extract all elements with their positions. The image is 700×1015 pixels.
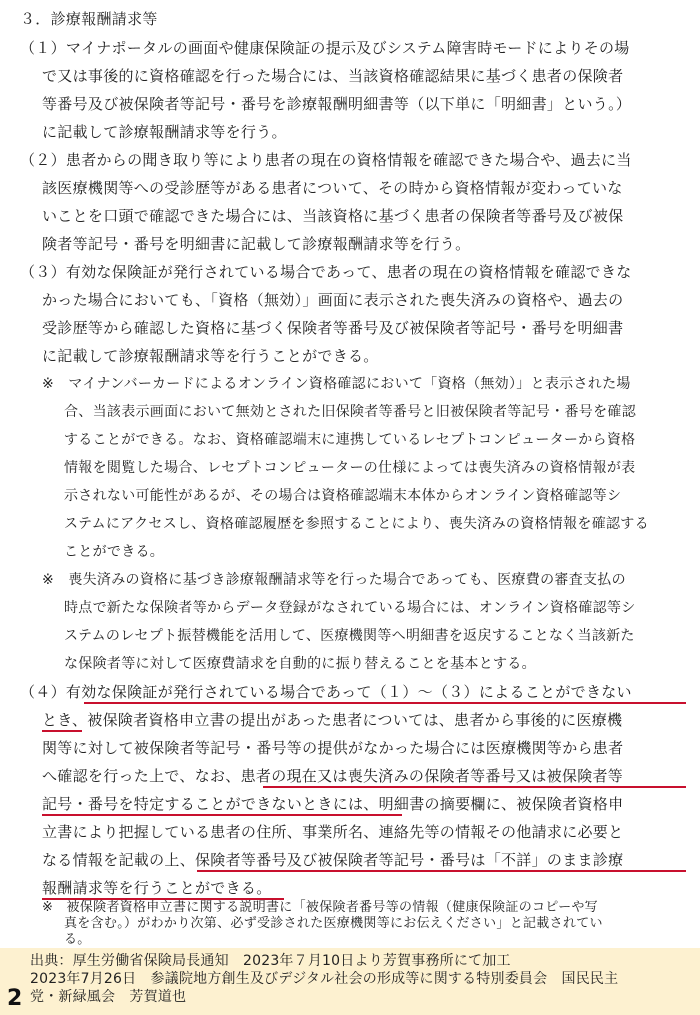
footer-date-line: 2023年7月26日 参議院地方創生及びデジタル社会の形成等に関する特別委員会 国民民主	[30, 971, 619, 987]
footer-party-line: 党・新緑風会 芳賀道也	[30, 989, 187, 1005]
text-line: いことを口頭で確認できた場合には、当該資格に基づく患者の保険者等番号及び被保	[42, 207, 624, 225]
text-line: とき、被保険者資格申立書の提出があった患者については、患者から事後的に医療機	[42, 711, 623, 729]
note-line: 時点で新たな保険者等からデータ登録がなされている場合には、オンライン資格確認等シ	[64, 600, 636, 616]
text-line: （２）患者からの聞き取り等により患者の現在の資格情報を確認できた場合や、過去に当	[20, 151, 632, 169]
text-line: 記号・番号を特定することができないときには、明細書の摘要欄に、被保険者資格申	[42, 795, 624, 813]
note-line: ステムのレセプト振替機能を活用して、医療機関等へ明細書を返戻することなく当該新た	[64, 628, 635, 644]
highlight-underline	[42, 814, 402, 816]
text-line: に記載して診療報酬請求等を行うことができる。	[42, 347, 379, 365]
note-line: 合、当該表示画面において無効とされた旧保険者等番号と旧被保険者等記号・番号を確認	[64, 404, 636, 420]
text-line: （１）マイナポータルの画面や健康保険証の提示及びシステム障害時モードによりその場	[20, 39, 630, 57]
text-line: 受診歴等から確認した資格に基づく保険者等番号及び被保険者等記号・番号を明細書	[42, 319, 624, 337]
note-line: 示されない可能性があるが、その場合は資格確認端末本体からオンライン資格確認等シ	[64, 488, 622, 504]
highlight-underline	[42, 730, 82, 732]
note-line: ※ 喪失済みの資格に基づき診療報酬請求等を行った場合であっても、医療費の審査支払の	[42, 572, 626, 588]
highlight-underline	[84, 702, 686, 704]
note-line: な保険者等に対して医療費請求を自動的に振り替えることを基本とする。	[64, 656, 536, 672]
note-line: ※ 被保険者資格申立書に関する説明書に「被保険者番号等の情報（健康保険証のコピーや写	[42, 900, 598, 915]
text-line: で又は事後的に資格確認を行った場合には、当該資格確認結果に基づく患者の保険者	[42, 67, 624, 85]
text-line: 等番号及び被保険者等記号・番号を診療報酬明細書等（以下単に「明細書」という。）	[42, 95, 632, 113]
text-line: （３）有効な保険証が発行されている場合であって、患者の現在の資格情報を確認できな	[20, 263, 632, 281]
note-line: る。	[64, 932, 91, 947]
text-line: 関等に対して被保険者等記号・番号等の提供がなかった場合には医療機関等から患者	[42, 739, 624, 757]
text-line: 立書により把握している患者の住所、事業所名、連絡先等の情報その他請求に必要と	[42, 823, 624, 841]
text-line: に記載して診療報酬請求等を行う。	[42, 123, 287, 141]
note-line: ことができる。	[64, 544, 165, 560]
text-line: 該医療機関等への受診歴等がある患者について、その時から資格情報が変わっていな	[42, 179, 623, 197]
highlight-underline	[263, 786, 686, 788]
source-footer	[0, 948, 700, 1015]
note-line: 情報を閲覧した場合、レセプトコンピューターの仕様によっては喪失済みの資格情報が表	[64, 460, 636, 476]
highlight-underline	[197, 870, 686, 872]
note-line: することができる。なお、資格確認端末に連携しているレセプトコンピューターから資格	[64, 432, 636, 448]
section-heading: ３．診療報酬請求等	[20, 10, 158, 28]
note-line: ※ マイナンバーカードによるオンライン資格確認において「資格（無効）」と表示された場	[42, 376, 631, 392]
note-line: ステムにアクセスし、資格確認履歴を参照することにより、喪失済みの資格情報を確認する	[64, 516, 649, 532]
text-line: なる情報を記載の上、保険者等番号及び被保険者等記号・番号は「不詳」のまま診療	[42, 851, 624, 869]
note-line: 真を含む。）がわかり次第、必ず受診された医療機関等にお伝えください」と記載されてい	[64, 916, 603, 931]
text-line: 険者等記号・番号を明細書に記載して診療報酬請求等を行う。	[42, 235, 471, 253]
text-line: かった場合においても、「資格（無効）」画面に表示された喪失済みの資格や、過去の	[42, 291, 624, 309]
footer-source-line: 出典：厚生労働省保険局長通知 2023年７月10日より芳賀事務所にて加工	[30, 953, 511, 969]
text-line: 報酬請求等を行うことができる。	[42, 879, 272, 897]
text-line: へ確認を行った上で、なお、患者の現在又は喪失済みの保険者等番号又は被保険者等	[42, 767, 624, 785]
page-number: 2	[7, 986, 23, 1011]
text-line: （４）有効な保険証が発行されている場合であって（１）～（３）によることができない	[20, 683, 632, 701]
